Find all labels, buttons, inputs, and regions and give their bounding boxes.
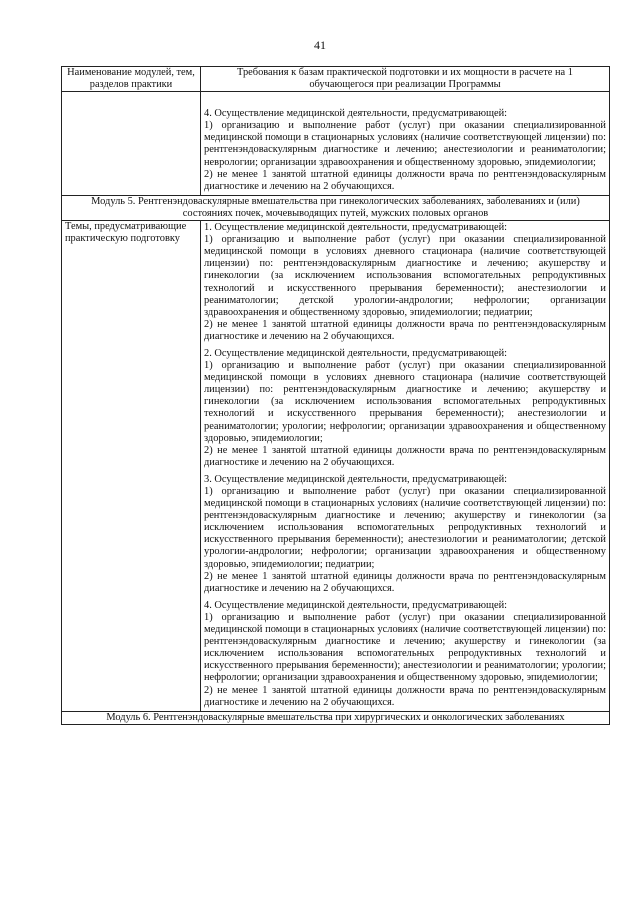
block-item-1: 1) организацию и выполнение работ (услуг) при оказании специализированной медицинской помощи в условиях дневного стационара (наличие соответствующей лицензии) по: рентгенэндоваскулярным диагностике и лечению; акушерству и гинекологии (за исключением использования вспомогательных репродуктивных технологий и искусственного прерывания беременности); анестезиологии и реаниматологии; детской урологии-андрологии; нефрологии; организации здравоохранения и общественному здоровью, эпидемиологии; педиатрии; (204, 234, 606, 318)
requirements-cell (201, 221, 610, 712)
block-item-2: 2) не менее 1 занятой штатной единицы должности врача по рентгенэндоваскулярным диагностике и лечению на 2 обучающихся. (204, 684, 606, 708)
block-item-1: 1) организацию и выполнение работ (услуг) при оказании специализированной медицинской помощи в стационарных условиях (наличие соответствующей лицензии) по: рентгенэндоваскулярным диагностике и лечению; анестезиологии и реаниматологии; неврологии; организации здравоохранения и общественному здоровью, эпидемиологии; (204, 120, 606, 168)
table-header-row (62, 67, 610, 92)
block-title: 4. Осуществление медицинской деятельности, предусматривающей: (204, 108, 508, 120)
practice-bases-table (61, 66, 610, 725)
block-item-1: 1) организацию и выполнение работ (услуг) при оказании специализированной медицинской помощи в условиях дневного стационара (наличие соответствующей лицензии) по: рентгенэндоваскулярным диагностике и лечению; акушерству и гинекологии (за исключением использования вспомогательных репродуктивных технологий и искусственного прерывания беременности); анестезиологии и реаниматологии; урологии; нефрологии; организации здравоохранения и общественному здоровью, эпидемиологии; (204, 360, 606, 444)
module-6-row (62, 711, 610, 724)
block-title: 2. Осуществление медицинской деятельности, предусматривающей: (204, 347, 508, 359)
header-col-requirements: Требования к базам практической подготовки и их мощности в расчете на 1 обучающегося при реализации Программы (201, 67, 610, 92)
block-item-2: 2) не менее 1 занятой штатной единицы должности врача по рентгенэндоваскулярным диагностике и лечению на 2 обучающихся. (204, 444, 606, 468)
block-item-2: 2) не менее 1 занятой штатной единицы должности врача по рентгенэндоваскулярным диагностике и лечению на 2 обучающихся. (204, 168, 606, 192)
topics-label: Темы, предусматривающие практическую подготовку (62, 221, 201, 712)
block-item-1: 1) организацию и выполнение работ (услуг) при оказании специализированной медицинской помощи в стационарных условиях (наличие соответствующей лицензии) по: рентгенэндоваскулярным диагностике и лечению; акушерству и гинекологии (за исключением использования вспомогательных репродуктивных технологий и искусственного прерывания беременности); анестезиологии и реаниматологии; урологии; нефрологии; организации здравоохранения и общественному здоровью, эпидемиологии; (204, 611, 606, 684)
page-number: 41 (314, 38, 326, 52)
table-row (62, 221, 610, 712)
module-6-title: Модуль 6. Рентгенэндоваскулярные вмешательства при хирургических и онкологических заболеваниях (62, 711, 610, 724)
requirements-cell (201, 92, 610, 196)
table-row (62, 92, 610, 196)
block-item-2: 2) не менее 1 занятой штатной единицы должности врача по рентгенэндоваскулярным диагностике и лечению на 2 обучающихся. (204, 570, 606, 594)
module-5-row (62, 195, 610, 220)
block-title: 4. Осуществление медицинской деятельности, предусматривающей: (204, 599, 508, 611)
empty-topics-cell (62, 92, 201, 196)
block-title: 1. Осуществление медицинской деятельности, предусматривающей: (204, 222, 508, 234)
header-col-modules: Наименование модулей, тем, разделов практики (62, 67, 201, 92)
module-5-title: Модуль 5. Рентгенэндоваскулярные вмешательства при гинекологических заболеваниях, заболеваниях и (или) состояниях почек, мочевыводящих путей, мужских половых органов (62, 195, 610, 220)
block-title: 3. Осуществление медицинской деятельности, предусматривающей: (204, 473, 508, 485)
block-item-1: 1) организацию и выполнение работ (услуг) при оказании специализированной медицинской помощи в стационарных условиях (наличие соответствующей лицензии) по: рентгенэндоваскулярным диагностике и лечению; акушерству и гинекологии (за исключением использования вспомогательных репродуктивных технологий и искусственного прерывания беременности); анестезиологии и реаниматологии; детской урологии-андрологии; нефрологии; организации здравоохранения и общественному здоровью, эпидемиологии; педиатрии; (204, 486, 606, 570)
block-item-2: 2) не менее 1 занятой штатной единицы должности врача по рентгенэндоваскулярным диагностике и лечению на 2 обучающихся. (204, 318, 606, 342)
